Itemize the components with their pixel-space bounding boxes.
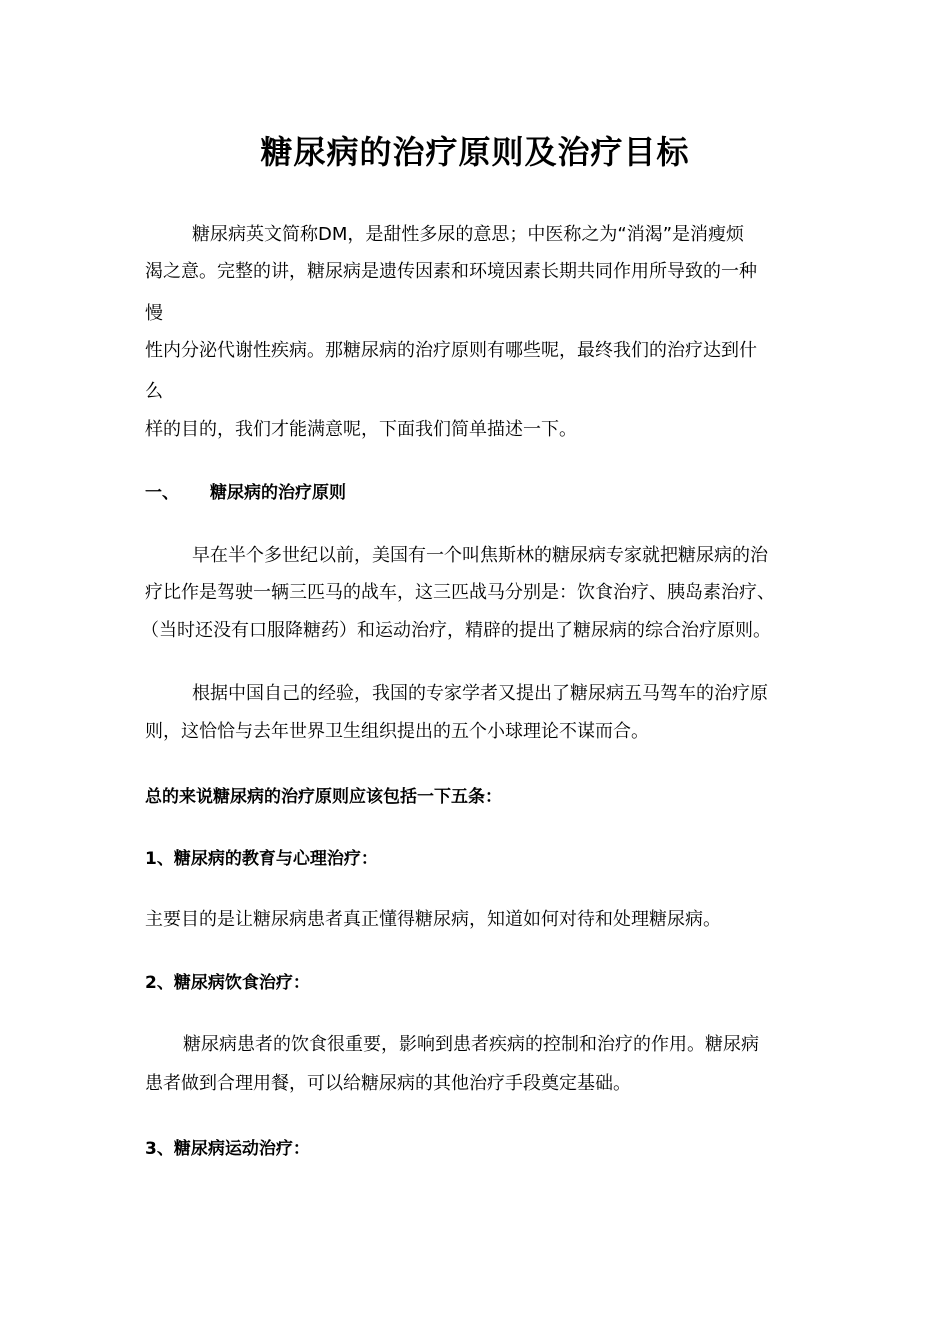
- para2-line-1: 根据中国自己的经验，我国的专家学者又提出了糖尿病五马驾车的治疗原: [192, 683, 768, 704]
- intro-line-6: 样的目的，我们才能满意呢，下面我们简单描述一下。: [145, 419, 577, 440]
- item1-heading: 1、糖尿病的教育与心理治疗：: [145, 849, 378, 869]
- intro-line-2: 渴之意。完整的讲，糖尿病是遗传因素和环境因素长期共同作用所导致的一种: [145, 261, 757, 282]
- para1-line-1: 早在半个多世纪以前，美国有一个叫焦斯林的糖尿病专家就把糖尿病的治: [192, 545, 768, 566]
- item1-text: 主要目的是让糖尿病患者真正懂得糖尿病，知道如何对待和处理糖尿病。: [145, 909, 721, 930]
- intro-line-4: 性内分泌代谢性疾病。那糖尿病的治疗原则有哪些呢，最终我们的治疗达到什: [145, 340, 757, 361]
- item2-line-2: 患者做到合理用餐，可以给糖尿病的其他治疗手段奠定基础。: [145, 1073, 631, 1094]
- item2-line-1: 糖尿病患者的饮食很重要，影响到患者疾病的控制和治疗的作用。糖尿病: [183, 1034, 759, 1055]
- intro-line-1: 糖尿病英文简称DM，是甜性多尿的意思；中医称之为“消渴”是消瘦烦: [192, 224, 745, 245]
- item3-heading: 3、糖尿病运动治疗：: [145, 1139, 310, 1159]
- para2-line-2: 则，这恰恰与去年世界卫生组织提出的五个小球理论不谋而合。: [145, 721, 649, 742]
- intro-line-5: 么: [145, 381, 163, 402]
- section-heading: 糖尿病的治疗原则: [210, 483, 346, 503]
- para1-line-2: 疗比作是驾驶一辆三匹马的战车，这三匹战马分别是：饮食治疗、胰岛素治疗、: [145, 582, 775, 603]
- document-title: 糖尿病的治疗原则及治疗目标: [260, 133, 690, 171]
- intro-line-3: 慢: [145, 303, 163, 324]
- item2-heading: 2、糖尿病饮食治疗：: [145, 973, 310, 993]
- section-number: 一、: [145, 483, 179, 503]
- summary-heading: 总的来说糖尿病的治疗原则应该包括一下五条：: [145, 787, 502, 807]
- para1-line-3: （当时还没有口服降糖药）和运动治疗，精辟的提出了糖尿病的综合治疗原则。: [141, 620, 771, 641]
